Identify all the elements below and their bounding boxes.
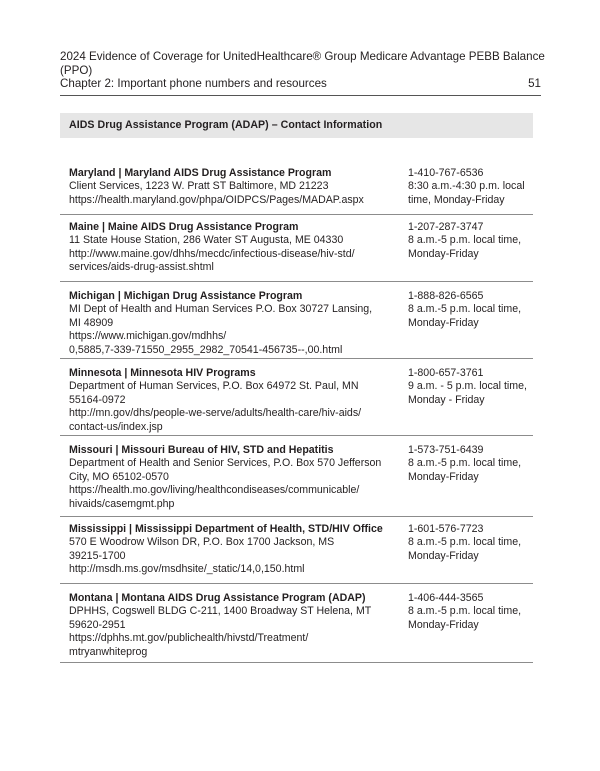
program-address: Client Services, 1223 W. Pratt ST Baltimore, MD 21223	[69, 180, 329, 193]
document-title: 2024 Evidence of Coverage for UnitedHealthcare® Group Medicare Advantage PEBB Balance	[60, 50, 545, 63]
program-address: 55164-0972	[69, 393, 126, 406]
program-url[interactable]: https://health.mo.gov/living/healthcondiseases/communicable/	[69, 484, 360, 497]
program-info	[69, 592, 399, 659]
program-contact	[408, 592, 533, 632]
page-number: 51	[528, 77, 541, 90]
program-name: Maryland | Maryland AIDS Drug Assistance Program	[69, 167, 332, 179]
program-info	[69, 221, 399, 275]
program-name: Mississippi | Mississippi Department of Health, STD/HIV Office	[69, 523, 383, 535]
office-hours: Monday - Friday	[408, 393, 485, 406]
program-info	[69, 290, 399, 357]
phone-number[interactable]: 1-207-287-3747	[408, 221, 484, 233]
header-divider	[60, 95, 541, 96]
table-row	[60, 359, 533, 436]
program-url[interactable]: mtryanwhiteprog	[69, 645, 148, 658]
phone-number[interactable]: 1-410-767-6536	[408, 167, 484, 179]
program-address: 59620-2951	[69, 618, 126, 631]
page-header	[60, 50, 545, 91]
office-hours: Monday-Friday	[408, 549, 479, 562]
program-address: City, MO 65102-0570	[69, 470, 169, 483]
program-url[interactable]: services/aids-drug-assist.shtml	[69, 261, 214, 274]
office-hours: 8 a.m.-5 p.m. local time,	[408, 605, 522, 618]
program-name: Minnesota | Minnesota HIV Programs	[69, 367, 256, 379]
program-address: DPHHS, Cogswell BLDG C-211, 1400 Broadway ST Helena, MT	[69, 605, 372, 618]
table-row	[60, 282, 533, 359]
program-url[interactable]: http://mn.gov/dhs/people-we-serve/adults/health-care/hiv-aids/	[69, 407, 362, 420]
program-address: 570 E Woodrow Wilson DR, P.O. Box 1700 Jackson, MS	[69, 536, 335, 549]
table-row	[60, 517, 533, 584]
program-url[interactable]: http://www.maine.gov/dhhs/mecdc/infectious-disease/hiv-std/	[69, 247, 355, 260]
program-contact	[408, 221, 533, 261]
program-contact	[408, 444, 533, 484]
program-info	[69, 444, 399, 511]
table-row	[60, 138, 533, 215]
office-hours: 8 a.m.-5 p.m. local time,	[408, 536, 522, 549]
phone-number[interactable]: 1-800-657-3761	[408, 367, 484, 379]
program-name: Missouri | Missouri Bureau of HIV, STD and Hepatitis	[69, 444, 334, 456]
program-name: Montana | Montana AIDS Drug Assistance Program (ADAP)	[69, 592, 366, 604]
office-hours: Monday-Friday	[408, 470, 479, 483]
document-title-plan-type: (PPO)	[60, 63, 93, 77]
program-url[interactable]: https://dphhs.mt.gov/publichealth/hivstd/Treatment/	[69, 632, 309, 645]
office-hours: Monday-Friday	[408, 247, 479, 260]
program-info	[69, 167, 399, 207]
program-url[interactable]: https://www.michigan.gov/mdhhs/	[69, 330, 227, 343]
program-address: MI Dept of Health and Human Services P.O. Box 30727 Lansing,	[69, 303, 373, 316]
phone-number[interactable]: 1-888-826-6565	[408, 290, 484, 302]
office-hours: 8 a.m.-5 p.m. local time,	[408, 234, 522, 247]
office-hours: 8 a.m.-5 p.m. local time,	[408, 303, 522, 316]
program-name: Michigan | Michigan Drug Assistance Program	[69, 290, 303, 302]
office-hours: Monday-Friday	[408, 618, 479, 631]
program-address: Department of Human Services, P.O. Box 64972 St. Paul, MN	[69, 380, 359, 393]
program-contact	[408, 367, 533, 407]
program-address: Department of Health and Senior Services, P.O. Box 570 Jefferson	[69, 457, 382, 470]
phone-number[interactable]: 1-601-576-7723	[408, 523, 484, 535]
program-url[interactable]: 0,5885,7-339-71550_2955_2982_70541-456735--,00.html	[69, 343, 343, 356]
adap-contact-table	[60, 113, 533, 663]
program-info	[69, 367, 399, 434]
chapter-title: Chapter 2: Important phone numbers and resources	[60, 77, 327, 91]
program-info	[69, 523, 399, 577]
program-address: 39215-1700	[69, 549, 126, 562]
program-url[interactable]: http://msdh.ms.gov/msdhsite/_static/14,0,150.html	[69, 563, 305, 576]
office-hours: time, Monday-Friday	[408, 193, 505, 206]
program-name: Maine | Maine AIDS Drug Assistance Program	[69, 221, 299, 233]
table-row	[60, 215, 533, 282]
program-address: MI 48909	[69, 316, 114, 329]
table-row	[60, 436, 533, 517]
office-hours: 8:30 a.m.-4:30 p.m. local	[408, 180, 525, 193]
program-contact	[408, 167, 533, 207]
table-row	[60, 584, 533, 663]
phone-number[interactable]: 1-573-751-6439	[408, 444, 484, 456]
program-contact	[408, 523, 533, 563]
program-url[interactable]: contact-us/index.jsp	[69, 420, 163, 433]
program-url[interactable]: hivaids/casemgmt.php	[69, 497, 175, 510]
program-address: 11 State House Station, 286 Water ST Augusta, ME 04330	[69, 234, 344, 247]
office-hours: Monday-Friday	[408, 316, 479, 329]
office-hours: 8 a.m.-5 p.m. local time,	[408, 457, 522, 470]
office-hours: 9 a.m. - 5 p.m. local time,	[408, 380, 527, 393]
table-title: AIDS Drug Assistance Program (ADAP) – Contact Information	[60, 113, 533, 138]
program-contact	[408, 290, 533, 330]
program-url[interactable]: https://health.maryland.gov/phpa/OIDPCS/Pages/MADAP.aspx	[69, 193, 364, 206]
phone-number[interactable]: 1-406-444-3565	[408, 592, 484, 604]
